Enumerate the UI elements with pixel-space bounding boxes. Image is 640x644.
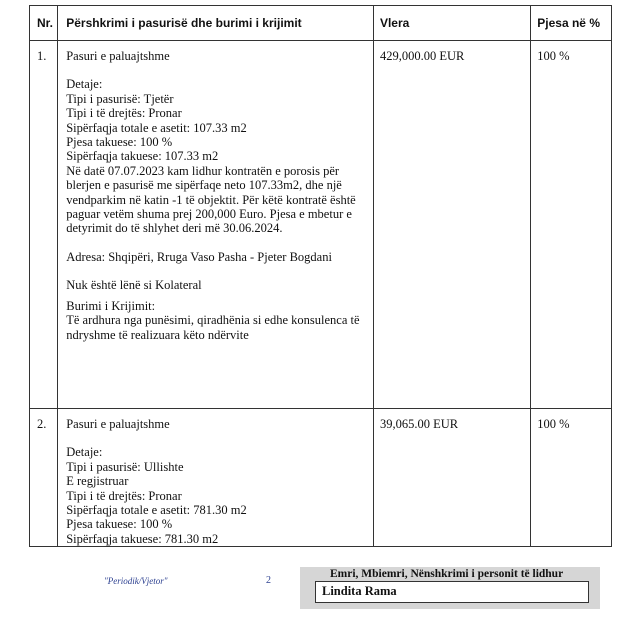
detail-line: Sipërfaqja takuese: 107.33 m2 <box>66 149 219 164</box>
share-cell <box>531 41 612 409</box>
row-number-cell <box>30 409 58 547</box>
signature-box <box>300 567 600 609</box>
asset-table <box>29 5 612 547</box>
detail-line: Sipërfaqja totale e asetit: 781.30 m2 <box>66 503 247 518</box>
table-header-row <box>30 6 612 41</box>
table-row <box>30 409 612 547</box>
contract-note: Në datë 07.07.2023 kam lidhur kontratën e porosis për blerjen e pasurisë me sipërfaqe neto 107.33m2, dhe një vendparkim në katin -1 të objektit. Për këtë kontratë është paguar vetëm shuma prej 200,000 Euro. Pjesa e mbetur e detyrimit do të shlyhet deri më 30.06.2024. <box>66 163 356 236</box>
header-description: Përshkrimi i pasurisë dhe burimi i krijimit <box>58 6 374 41</box>
asset-value: 429,000.00 EUR <box>379 49 465 63</box>
detail-line: Pjesa takuese: 100 % <box>66 135 173 150</box>
asset-share: 100 % <box>537 417 570 431</box>
asset-value: 39,065.00 EUR <box>379 417 459 431</box>
period-label: "Periodik/Vjetor" <box>104 576 168 586</box>
detail-line: Tipi i pasurisë: Tjetër <box>66 91 174 106</box>
source-text: Të ardhura nga punësimi, qiradhënia si edhe konsulenca të ndryshme të realizuara këto ndërvite <box>66 313 360 342</box>
description-cell <box>58 41 374 409</box>
header-value: Vlera <box>373 6 530 41</box>
share-cell <box>531 409 612 547</box>
source-label: Burimi i Krijimit: <box>66 298 156 313</box>
value-cell <box>373 409 530 547</box>
address: Adresa: Shqipëri, Rruga Vaso Pasha - Pjeter Bogdani <box>66 249 332 264</box>
detail-line: Sipërfaqja takuese: 781.30 m2 <box>66 531 219 546</box>
value-cell <box>373 41 530 409</box>
detail-line: Tipi i të drejtës: Pronar <box>66 488 182 503</box>
detail-line: Pjesa takuese: 100 % <box>66 517 173 532</box>
row-number-cell <box>30 41 58 409</box>
row-number: 2. <box>37 417 47 431</box>
signature-name-field[interactable] <box>315 581 589 603</box>
asset-title: Pasuri e paluajtshme <box>66 417 170 431</box>
details-label: Detaje: <box>66 445 103 460</box>
asset-share: 100 % <box>537 49 570 63</box>
asset-title: Pasuri e paluajtshme <box>66 49 170 63</box>
table-row <box>30 41 612 409</box>
collateral-note: Nuk është lënë si Kolateral <box>66 278 202 293</box>
detail-line: E regjistruar <box>66 474 129 489</box>
signature-title: Emri, Mbiemri, Nënshkrimi i personit të lidhur <box>330 568 564 580</box>
description-cell <box>58 409 374 547</box>
detail-line: Sipërfaqja totale e asetit: 107.33 m2 <box>66 120 247 135</box>
detail-line: Tipi i pasurisë: Ullishte <box>66 459 184 474</box>
details-label: Detaje: <box>66 77 103 92</box>
header-nr: Nr. <box>30 6 58 41</box>
detail-line: Tipi i të drejtës: Pronar <box>66 106 182 121</box>
row-number: 1. <box>37 49 47 63</box>
page-number: 2 <box>266 575 271 586</box>
signature-name: Lindita Rama <box>322 584 397 598</box>
header-share: Pjesa në % <box>531 6 612 41</box>
